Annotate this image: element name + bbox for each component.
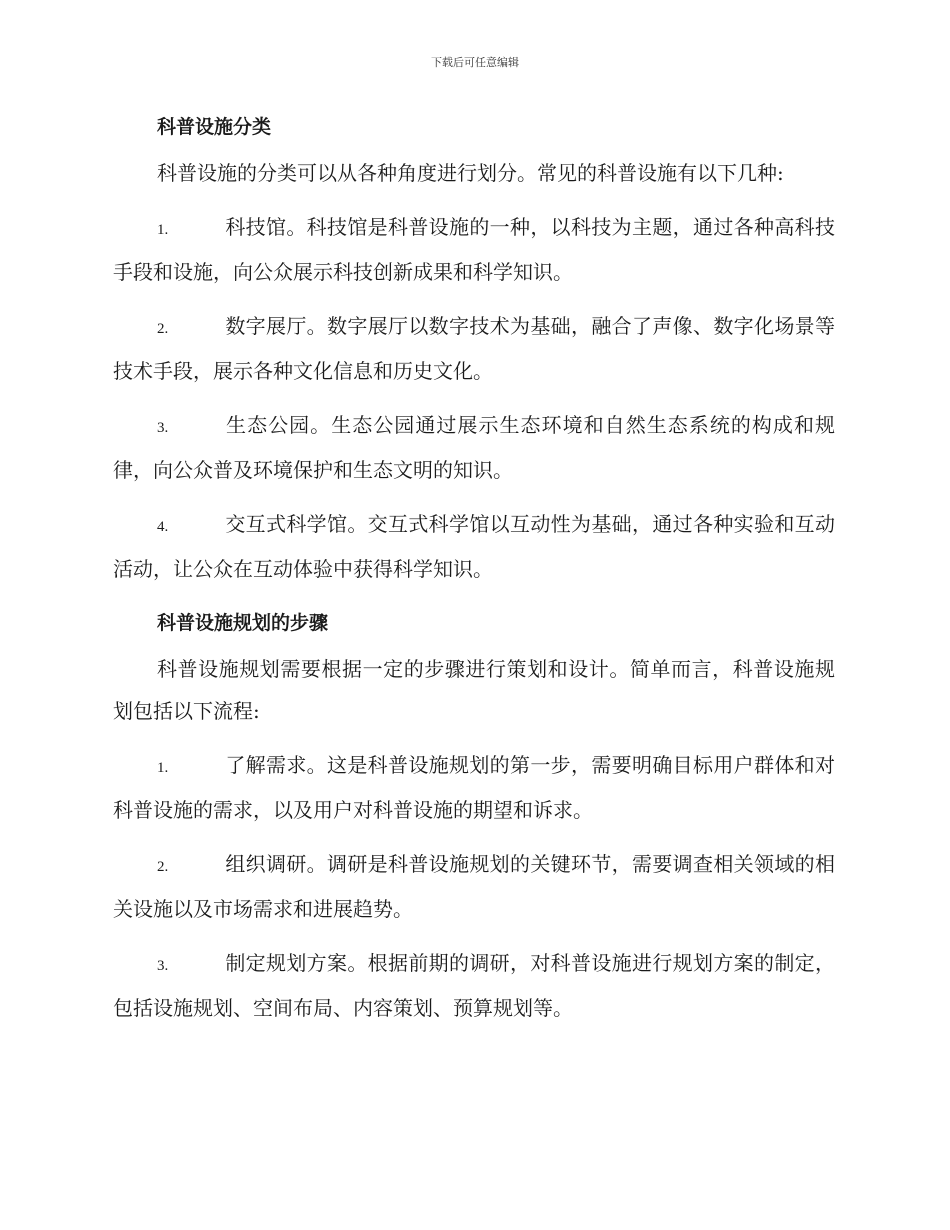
list-item-number: 4.	[157, 519, 169, 535]
list-item-number: 3.	[157, 420, 169, 436]
section-facility-categories	[113, 106, 835, 590]
list-item-text: 科技馆。科技馆是科普设施的一种，以科技为主题，通过各种高科技手段和设施，向公众展示科技创新成果和科学知识。	[113, 215, 835, 284]
list-item	[113, 744, 835, 831]
section-intro: 科普设施规划需要根据一定的步骤进行策划和设计。简单而言，科普设施规划包括以下流程:	[113, 657, 835, 723]
header-note: 下载后可任意编辑	[431, 56, 519, 69]
section-intro: 科普设施的分类可以从各种角度进行划分。常见的科普设施有以下几种:	[157, 161, 784, 185]
list-item-text: 生态公园。生态公园通过展示生态环境和自然生态系统的构成和规律，向公众普及环境保护和生态文明的知识。	[113, 413, 835, 482]
section-heading: 科普设施规划的步骤	[157, 612, 329, 634]
list-item-number: 1.	[157, 760, 169, 776]
section-heading: 科普设施分类	[157, 116, 272, 138]
list-item-number: 2.	[157, 321, 169, 337]
list-item-text: 了解需求。这是科普设施规划的第一步，需要明确目标用户群体和对科普设施的需求，以及用户对科普设施的期望和诉求。	[113, 753, 835, 822]
list-item-text: 交互式科学馆。交互式科学馆以互动性为基础，通过各种实验和互动活动，让公众在互动体验中获得科学知识。	[113, 512, 835, 581]
list-item	[113, 503, 835, 590]
section-planning-steps	[113, 602, 835, 1029]
list-item	[113, 305, 835, 392]
list-item	[113, 206, 835, 293]
list-item-text: 组织调研。调研是科普设施规划的关键环节，需要调查相关领域的相关设施以及市场需求和进展趋势。	[113, 852, 835, 921]
list-item-text: 数字展厅。数字展厅以数字技术为基础，融合了声像、数字化场景等技术手段，展示各种文化信息和历史文化。	[113, 314, 835, 383]
list-item-number: 1.	[157, 222, 169, 238]
list-item-number: 2.	[157, 859, 169, 875]
list-item	[113, 843, 835, 930]
list-item-text: 制定规划方案。根据前期的调研，对科普设施进行规划方案的制定，包括设施规划、空间布局、内容策划、预算规划等。	[113, 951, 835, 1020]
list-item	[113, 404, 835, 491]
list-item	[113, 942, 835, 1029]
list-item-number: 3.	[157, 958, 169, 974]
document-body	[113, 106, 835, 1041]
